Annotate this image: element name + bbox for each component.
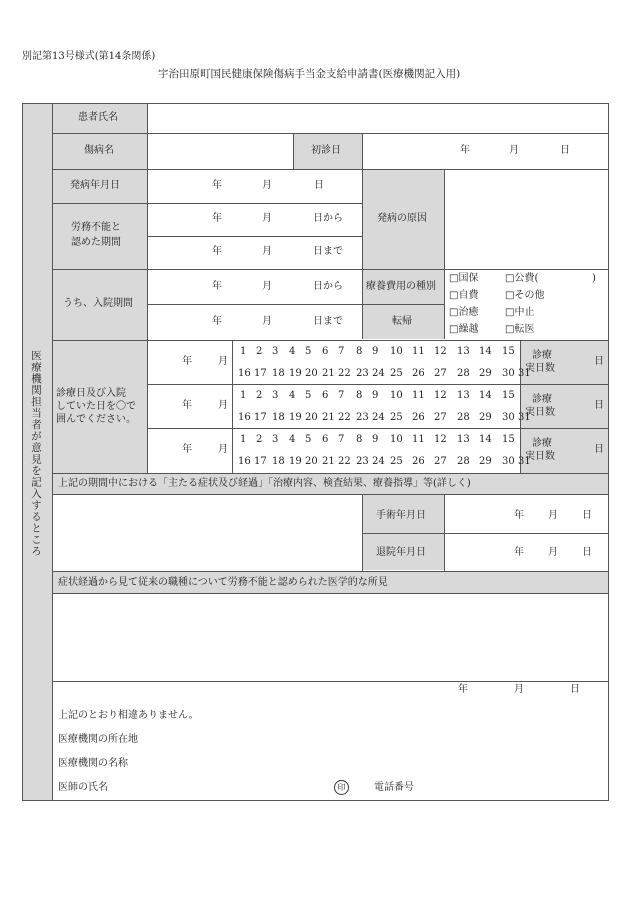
calendar-day[interactable]: 20: [305, 412, 318, 423]
calendar-day[interactable]: 20: [305, 456, 318, 467]
calendar-day[interactable]: 1: [240, 346, 247, 357]
onset-day[interactable]: 日: [314, 180, 324, 191]
incapacity-from-year[interactable]: 年: [212, 213, 222, 224]
calendar-day[interactable]: 27: [434, 456, 447, 467]
calendar-day[interactable]: 31: [518, 412, 531, 423]
outcome-stopped-checkbox[interactable]: □中止: [505, 307, 535, 318]
calendar-day[interactable]: 10: [390, 390, 403, 401]
calendar-day[interactable]: 4: [289, 434, 296, 445]
calendar-day[interactable]: 27: [434, 368, 447, 379]
calendar-day[interactable]: 2: [256, 346, 263, 357]
calendar-day[interactable]: 3: [272, 434, 279, 445]
calendar-day[interactable]: 29: [479, 368, 492, 379]
seal-mark: 印: [334, 780, 349, 795]
calendar-day[interactable]: 22: [338, 412, 351, 423]
calendar-day[interactable]: 16: [238, 456, 251, 467]
calendar-day[interactable]: 9: [372, 434, 379, 445]
calendar-day[interactable]: 11: [412, 390, 425, 401]
outcome-cured-checkbox[interactable]: □治癒: [449, 307, 479, 318]
calendar-day[interactable]: 23: [356, 412, 369, 423]
actual-days-label: 診療: [532, 350, 552, 361]
calendar-day[interactable]: 9: [372, 346, 379, 357]
actual-days-label: 実日数: [525, 363, 555, 374]
calendar-day[interactable]: 7: [338, 390, 345, 401]
phone-label: 電話番号: [374, 782, 414, 793]
calendar-day[interactable]: 5: [305, 390, 312, 401]
form-number: 別記第13号様式(第14条関係): [22, 51, 156, 62]
symptoms-field[interactable]: [53, 495, 362, 571]
disease-name-field[interactable]: [148, 134, 293, 169]
calendar-day[interactable]: 8: [356, 390, 363, 401]
patient-name-field[interactable]: [148, 104, 608, 133]
calendar-day[interactable]: 29: [479, 456, 492, 467]
calendar-day[interactable]: 10: [390, 346, 403, 357]
calendar-month[interactable]: 月: [218, 444, 228, 455]
discharge-year[interactable]: 年: [514, 547, 524, 558]
calendar-day[interactable]: 27: [434, 412, 447, 423]
cost-kouhi-checkbox[interactable]: □公費(: [505, 273, 539, 284]
outcome-label: 転帰: [392, 316, 412, 327]
actual-days-label: 実日数: [525, 451, 555, 462]
calendar-day[interactable]: 11: [412, 346, 425, 357]
hosp-until-year[interactable]: 年: [212, 316, 222, 327]
first-visit-label: 初診日: [311, 145, 341, 156]
calendar-day[interactable]: 15: [502, 390, 515, 401]
calendar-day[interactable]: 3: [272, 346, 279, 357]
calendar-day[interactable]: 17: [254, 412, 267, 423]
calendar-day[interactable]: 8: [356, 346, 363, 357]
onset-month[interactable]: 月: [262, 180, 272, 191]
calendar-day[interactable]: 5: [305, 346, 312, 357]
certify-statement: 上記のとおり相違ありません。: [58, 710, 199, 721]
calendar-day[interactable]: 1: [240, 434, 247, 445]
calendar-day[interactable]: 2: [256, 390, 263, 401]
calendar-day[interactable]: 13: [457, 390, 470, 401]
opinion-header: 症状経過から見て従来の職種について労務不能と認められた医学的な所見: [58, 577, 388, 588]
calendar-day[interactable]: 30: [502, 368, 515, 379]
outcome-transferred-checkbox[interactable]: □転医: [505, 324, 535, 335]
calendar-day[interactable]: 26: [412, 412, 425, 423]
institution-name-label: 医療機関の名称: [58, 758, 128, 769]
disease-name-label: 傷病名: [84, 145, 114, 156]
calendar-day[interactable]: 7: [338, 346, 345, 357]
cert-day[interactable]: 日: [570, 684, 580, 695]
calendar-day[interactable]: 30: [502, 412, 515, 423]
calendar-day[interactable]: 21: [322, 412, 335, 423]
calendar-day[interactable]: 17: [254, 368, 267, 379]
institution-address-label: 医療機関の所在地: [58, 734, 138, 745]
actual-days-label: 実日数: [525, 407, 555, 418]
onset-year[interactable]: 年: [212, 180, 222, 191]
calendar-day[interactable]: 13: [457, 434, 470, 445]
calendar-day[interactable]: 12: [434, 390, 447, 401]
calendar-day[interactable]: 18: [272, 368, 285, 379]
calendar-day[interactable]: 4: [289, 346, 296, 357]
calendar-year[interactable]: 年: [182, 356, 192, 367]
calendar-day[interactable]: 4: [289, 390, 296, 401]
incapacity-from-month[interactable]: 月: [262, 213, 272, 224]
calendar-day[interactable]: 6: [322, 346, 329, 357]
form-title: 宇治田原町国民健康保険傷病手当金支給申請書(医療機関記入用): [158, 68, 461, 80]
calendar-day[interactable]: 14: [479, 346, 492, 357]
surgery-year[interactable]: 年: [514, 510, 524, 521]
outcome-continued-checkbox[interactable]: □繰越: [449, 324, 479, 335]
calendar-day[interactable]: 18: [272, 456, 285, 467]
calendar-day[interactable]: 14: [479, 390, 492, 401]
calendar-day[interactable]: 16: [238, 368, 251, 379]
actual-days-unit[interactable]: 日: [594, 400, 604, 411]
calendar-day[interactable]: 12: [434, 434, 447, 445]
calendar-day[interactable]: 1: [240, 390, 247, 401]
calendar-day[interactable]: 19: [289, 368, 302, 379]
calendar-day[interactable]: 14: [479, 434, 492, 445]
onset-cause-label: 発病の原因: [377, 213, 427, 224]
cost-kouhi-close: ): [592, 273, 596, 284]
calendar-day[interactable]: 13: [457, 346, 470, 357]
incapacity-until-year[interactable]: 年: [212, 246, 222, 257]
calendar-day[interactable]: 21: [322, 368, 335, 379]
hosp-from-day[interactable]: 日から: [313, 281, 343, 292]
cost-other-checkbox[interactable]: □その他: [505, 290, 545, 301]
calendar-day[interactable]: 25: [390, 412, 403, 423]
discharge-day[interactable]: 日: [582, 547, 592, 558]
doctor-name-label: 医師の氏名: [58, 782, 108, 793]
calendar-day[interactable]: 10: [390, 434, 403, 445]
calendar-day[interactable]: 19: [289, 412, 302, 423]
calendar-year[interactable]: 年: [182, 400, 192, 411]
calendar-day[interactable]: 19: [289, 456, 302, 467]
side-label: 医療機関担当者が意見を記入するところ: [30, 350, 42, 557]
calendar-day[interactable]: 12: [434, 346, 447, 357]
hospitalization-label: うち、入院期間: [63, 298, 133, 309]
calendar-day[interactable]: 5: [305, 434, 312, 445]
calendar-day[interactable]: 18: [272, 412, 285, 423]
calendar-day[interactable]: 25: [390, 368, 403, 379]
actual-days-label: 診療: [532, 438, 552, 449]
calendar-day[interactable]: 30: [502, 456, 515, 467]
calendar-day[interactable]: 24: [372, 456, 385, 467]
actual-days-unit[interactable]: 日: [594, 356, 604, 367]
calendar-day[interactable]: 22: [338, 368, 351, 379]
cost-kokuho-checkbox[interactable]: □国保: [449, 273, 479, 284]
calendar-day[interactable]: 8: [356, 434, 363, 445]
surgery-month[interactable]: 月: [548, 510, 558, 521]
hosp-from-year[interactable]: 年: [212, 281, 222, 292]
calendar-day[interactable]: 25: [390, 456, 403, 467]
calendar-day[interactable]: 16: [238, 412, 251, 423]
treatment-days-label-3: 囲んでください。: [56, 414, 136, 425]
calendar-day[interactable]: 3: [272, 390, 279, 401]
calendar-day[interactable]: 31: [518, 368, 531, 379]
treatment-days-label-2: していた日を〇で: [56, 401, 136, 412]
calendar-day[interactable]: 28: [457, 456, 470, 467]
actual-days-unit[interactable]: 日: [594, 444, 604, 455]
onset-date-label: 発病年月日: [70, 180, 120, 191]
work-incapacity-label-1: 労務不能と: [71, 222, 121, 233]
calendar-day[interactable]: 28: [457, 368, 470, 379]
calendar-day[interactable]: 9: [372, 390, 379, 401]
calendar-day[interactable]: 26: [412, 368, 425, 379]
treatment-days-label-1: 診療日及び入院: [56, 388, 126, 399]
discharge-month[interactable]: 月: [548, 547, 558, 558]
calendar-day[interactable]: 23: [356, 456, 369, 467]
calendar-day[interactable]: 29: [479, 412, 492, 423]
patient-name-label: 患者氏名: [78, 112, 118, 123]
calendar-day[interactable]: 15: [502, 434, 515, 445]
cert-year[interactable]: 年: [458, 684, 468, 695]
calendar-day[interactable]: 31: [518, 456, 531, 467]
calendar-day[interactable]: 2: [256, 434, 263, 445]
incapacity-until-month[interactable]: 月: [262, 246, 272, 257]
calendar-day[interactable]: 7: [338, 434, 345, 445]
surgery-date-label: 手術年月日: [376, 510, 426, 521]
first-visit-month[interactable]: 月: [509, 145, 519, 156]
first-visit-day[interactable]: 日: [560, 145, 570, 156]
symptoms-header: 上記の期間中における「主たる症状及び経過」「治療内容、検査結果、療養指導」等(詳しく): [58, 478, 471, 489]
cost-type-label: 療養費用の種別: [366, 281, 436, 292]
calendar-day[interactable]: 21: [322, 456, 335, 467]
calendar-day[interactable]: 24: [372, 368, 385, 379]
calendar-month[interactable]: 月: [218, 356, 228, 367]
hosp-until-month[interactable]: 月: [262, 316, 272, 327]
onset-cause-field[interactable]: [445, 170, 608, 269]
calendar-day[interactable]: 17: [254, 456, 267, 467]
cost-jihi-checkbox[interactable]: □自費: [449, 290, 479, 301]
calendar-day[interactable]: 24: [372, 412, 385, 423]
calendar-month[interactable]: 月: [218, 400, 228, 411]
calendar-day[interactable]: 11: [412, 434, 425, 445]
calendar-day[interactable]: 28: [457, 412, 470, 423]
opinion-field[interactable]: [53, 594, 608, 681]
calendar-day[interactable]: 6: [322, 434, 329, 445]
cert-month[interactable]: 月: [514, 684, 524, 695]
discharge-date-label: 退院年月日: [376, 547, 426, 558]
calendar-day[interactable]: 22: [338, 456, 351, 467]
calendar-day[interactable]: 23: [356, 368, 369, 379]
work-incapacity-label-2: 認めた期間: [71, 237, 121, 248]
incapacity-from-day[interactable]: 日から: [313, 213, 343, 224]
incapacity-until-day[interactable]: 日まで: [313, 246, 343, 257]
surgery-day[interactable]: 日: [582, 510, 592, 521]
hosp-from-month[interactable]: 月: [262, 281, 272, 292]
calendar-day[interactable]: 15: [502, 346, 515, 357]
calendar-year[interactable]: 年: [182, 444, 192, 455]
calendar-day[interactable]: 26: [412, 456, 425, 467]
first-visit-year[interactable]: 年: [460, 145, 470, 156]
calendar-day[interactable]: 20: [305, 368, 318, 379]
calendar-day[interactable]: 6: [322, 390, 329, 401]
hosp-until-day[interactable]: 日まで: [313, 316, 343, 327]
actual-days-label: 診療: [532, 394, 552, 405]
